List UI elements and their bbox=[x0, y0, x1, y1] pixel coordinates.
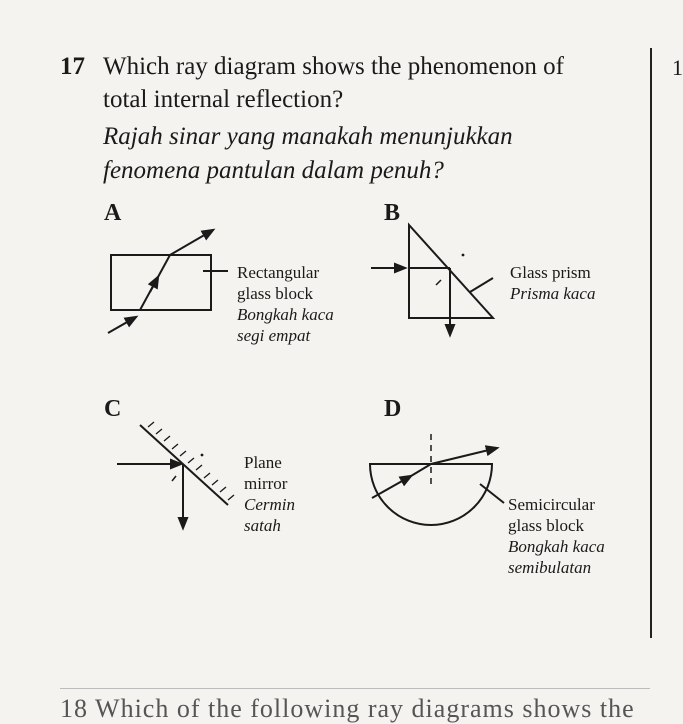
leader-line-b bbox=[470, 278, 493, 292]
normal-b bbox=[436, 280, 441, 285]
normal-dot-c bbox=[201, 454, 204, 457]
semicircle-block bbox=[370, 464, 492, 525]
option-b-letter[interactable]: B bbox=[384, 200, 401, 226]
option-b-label: Glass prism Prisma kaca bbox=[510, 263, 596, 303]
diagram-c-plane-mirror[interactable] bbox=[117, 422, 234, 528]
ray-d-incident bbox=[372, 476, 411, 498]
question-text-ms-line1: Rajah sinar yang manakah menunjukkan bbox=[103, 123, 513, 150]
option-a-letter[interactable]: A bbox=[104, 200, 122, 226]
ray-a-emergent bbox=[170, 230, 213, 255]
edge-digit: 1 bbox=[672, 55, 683, 80]
ray-a-incident bbox=[108, 317, 136, 333]
option-d-letter[interactable]: D bbox=[384, 396, 402, 422]
option-c-letter[interactable]: C bbox=[104, 396, 122, 422]
ray-d-reflected bbox=[431, 448, 497, 464]
question-text-ms-line2: fenomena pantulan dalam penuh? bbox=[103, 157, 444, 184]
option-d-label: Semicircular glass block Bongkah kaca semibulatan bbox=[508, 495, 605, 577]
ray-d-inside bbox=[411, 464, 431, 476]
mirror-hatching bbox=[148, 422, 234, 500]
question-number: 17 bbox=[60, 53, 85, 80]
next-question-fragment: 18 Which of the following ray diagrams shows the bbox=[60, 694, 635, 723]
diagram-a-rectangular-block[interactable] bbox=[108, 230, 228, 333]
diagram-b-glass-prism[interactable] bbox=[371, 225, 493, 335]
option-c-label: Plane mirror Cermin satah bbox=[244, 453, 295, 535]
normal-dot-b bbox=[462, 254, 465, 257]
question-text-en-line1: Which ray diagram shows the phenomenon of bbox=[103, 53, 564, 80]
normal-c bbox=[172, 476, 176, 481]
question-text-en-line2: total internal reflection? bbox=[103, 86, 344, 113]
ray-a-inside-arrow bbox=[150, 277, 158, 292]
glass-block-rectangle bbox=[111, 255, 211, 310]
bottom-rule bbox=[60, 688, 650, 689]
option-a-label: Rectangular glass block Bongkah kaca segi empat bbox=[237, 263, 334, 345]
diagram-d-semicircular-block[interactable] bbox=[370, 434, 504, 525]
